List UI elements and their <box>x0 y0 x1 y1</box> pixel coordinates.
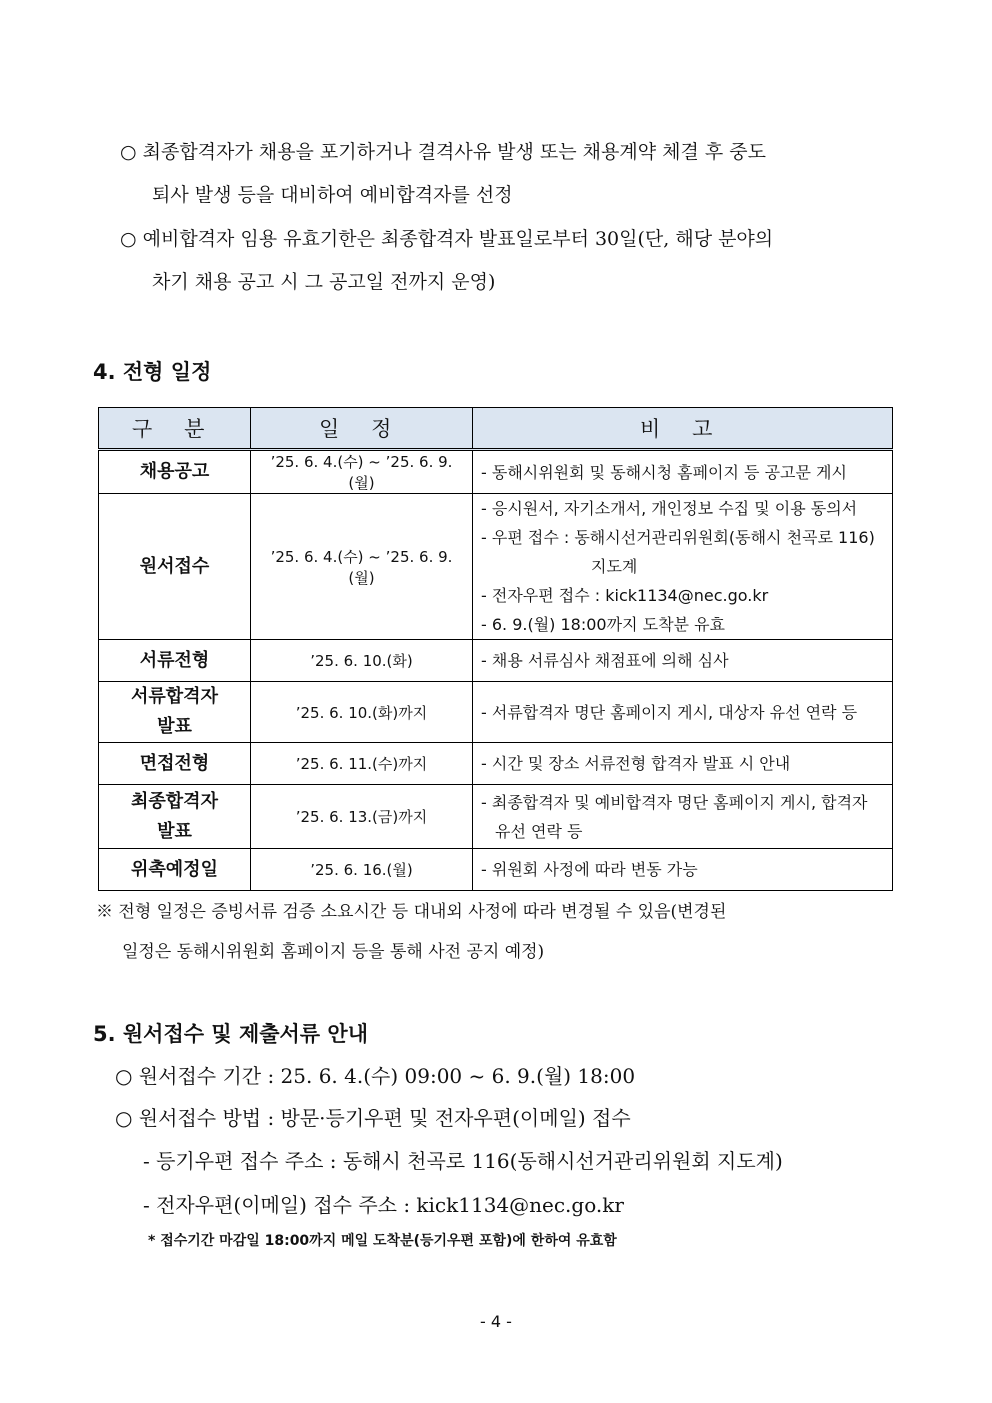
row-notes <box>473 640 893 682</box>
note-line: - 6. 9.(월) 18:00까지 도착분 유효 <box>481 615 725 634</box>
note-line: - 서류합격자 명단 홈페이지 게시, 대상자 유선 연락 등 <box>481 702 858 722</box>
table-row <box>99 450 893 494</box>
row-date: ’25. 6. 4.(수) ~ ’25. 6. 9.(월) <box>251 494 473 640</box>
application-period: ○ 원서접수 기간 : 25. 6. 4.(수) 09:00 ~ 6. 9.(월) 18:00 <box>115 1064 636 1088</box>
table-row <box>99 682 893 743</box>
row-label-line: 발표 <box>157 820 192 842</box>
row-label: 면접전형 <box>99 743 251 785</box>
intro-item-1-line-2: 퇴사 발생 등을 대비하여 예비합격자를 선정 <box>152 184 513 206</box>
row-label <box>99 785 251 849</box>
note-line: - 전자우편 접수 : kick1134@nec.go.kr <box>481 586 769 605</box>
deadline-note: * 접수기간 마감일 18:00까지 메일 도착분(등기우편 포함)에 한하여 유효함 <box>148 1233 617 1249</box>
row-date: ’25. 6. 11.(수)까지 <box>251 743 473 785</box>
note-line: - 위원회 사정에 따라 변동 가능 <box>481 860 698 879</box>
intro-item-2-line-1: ○ 예비합격자 임용 유효기한은 최종합격자 발표일로부터 30일(단, 해당 분야의 <box>120 228 774 250</box>
note-line: - 동해시위원회 및 동해시청 홈페이지 등 공고문 게시 <box>481 462 847 482</box>
row-notes <box>473 785 893 849</box>
table-row <box>99 743 893 785</box>
row-notes <box>473 494 893 640</box>
note-line: 유선 연락 등 <box>495 821 583 841</box>
note-line-2: 일정은 동해시위원회 홈페이지 등을 통해 사전 공지 예정) <box>122 942 545 962</box>
note-line: - 시간 및 장소 서류전형 합격자 발표 시 안내 <box>481 754 791 773</box>
header-category: 구 분 <box>99 408 251 450</box>
note-line: 지도계 <box>591 557 638 576</box>
note-line-1: ※ 전형 일정은 증빙서류 검증 소요시간 등 대내외 사정에 따라 변경될 수 있음(변경된 <box>96 902 727 922</box>
email-address: - 전자우편(이메일) 접수 주소 : kick1134@nec.go.kr <box>143 1193 624 1217</box>
header-schedule: 일 정 <box>251 408 473 450</box>
row-label: 채용공고 <box>99 450 251 494</box>
schedule-change-note <box>96 892 896 972</box>
application-method: ○ 원서접수 방법 : 방문·등기우편 및 전자우편(이메일) 접수 <box>115 1106 631 1130</box>
table-row <box>99 849 893 891</box>
table-row <box>99 494 893 640</box>
note-line: - 우편 접수 : 동해시선거관리위원회(동해시 천곡로 116) <box>481 528 875 547</box>
row-notes <box>473 682 893 743</box>
intro-item-1-line-1: ○ 최종합격자가 채용을 포기하거나 결격사유 발생 또는 채용계약 체결 후 중도 <box>120 141 766 163</box>
row-date: ’25. 6. 10.(화)까지 <box>251 682 473 743</box>
row-label: 위촉예정일 <box>99 849 251 891</box>
row-date: ’25. 6. 16.(월) <box>251 849 473 891</box>
page-number: - 4 - <box>480 1312 512 1331</box>
note-line: - 응시원서, 자기소개서, 개인정보 수집 및 이용 동의서 <box>481 499 858 518</box>
row-notes <box>473 849 893 891</box>
section-4-title: 4. 전형 일정 <box>93 360 212 384</box>
table-header-row <box>99 408 893 450</box>
row-label-line: 발표 <box>157 716 192 737</box>
row-date: ’25. 6. 10.(화) <box>251 640 473 682</box>
intro-item-2-line-2: 차기 채용 공고 시 그 공고일 전까지 운영) <box>152 271 496 293</box>
row-notes <box>473 743 893 785</box>
row-date: ’25. 6. 13.(금)까지 <box>251 785 473 849</box>
table-row <box>99 640 893 682</box>
row-label: 원서접수 <box>99 494 251 640</box>
mail-address: - 등기우편 접수 주소 : 동해시 천곡로 116(동해시선거관리위원회 지도계) <box>143 1149 783 1173</box>
section-5-title: 5. 원서접수 및 제출서류 안내 <box>93 1022 368 1046</box>
note-line: - 채용 서류심사 채점표에 의해 심사 <box>481 651 729 670</box>
row-label-line: 최종합격자 <box>131 790 218 812</box>
row-notes <box>473 450 893 494</box>
row-label: 서류전형 <box>99 640 251 682</box>
intro-item-1 <box>120 131 900 217</box>
row-label <box>99 682 251 743</box>
row-label-line: 서류합격자 <box>131 686 218 707</box>
note-line: - 최종합격자 및 예비합격자 명단 홈페이지 게시, 합격자 <box>481 792 868 812</box>
row-date: ’25. 6. 4.(수) ~ ’25. 6. 9.(월) <box>251 450 473 494</box>
header-remarks: 비 고 <box>473 408 893 450</box>
intro-item-2 <box>120 218 900 304</box>
table-row <box>99 785 893 849</box>
schedule-table <box>98 407 893 891</box>
